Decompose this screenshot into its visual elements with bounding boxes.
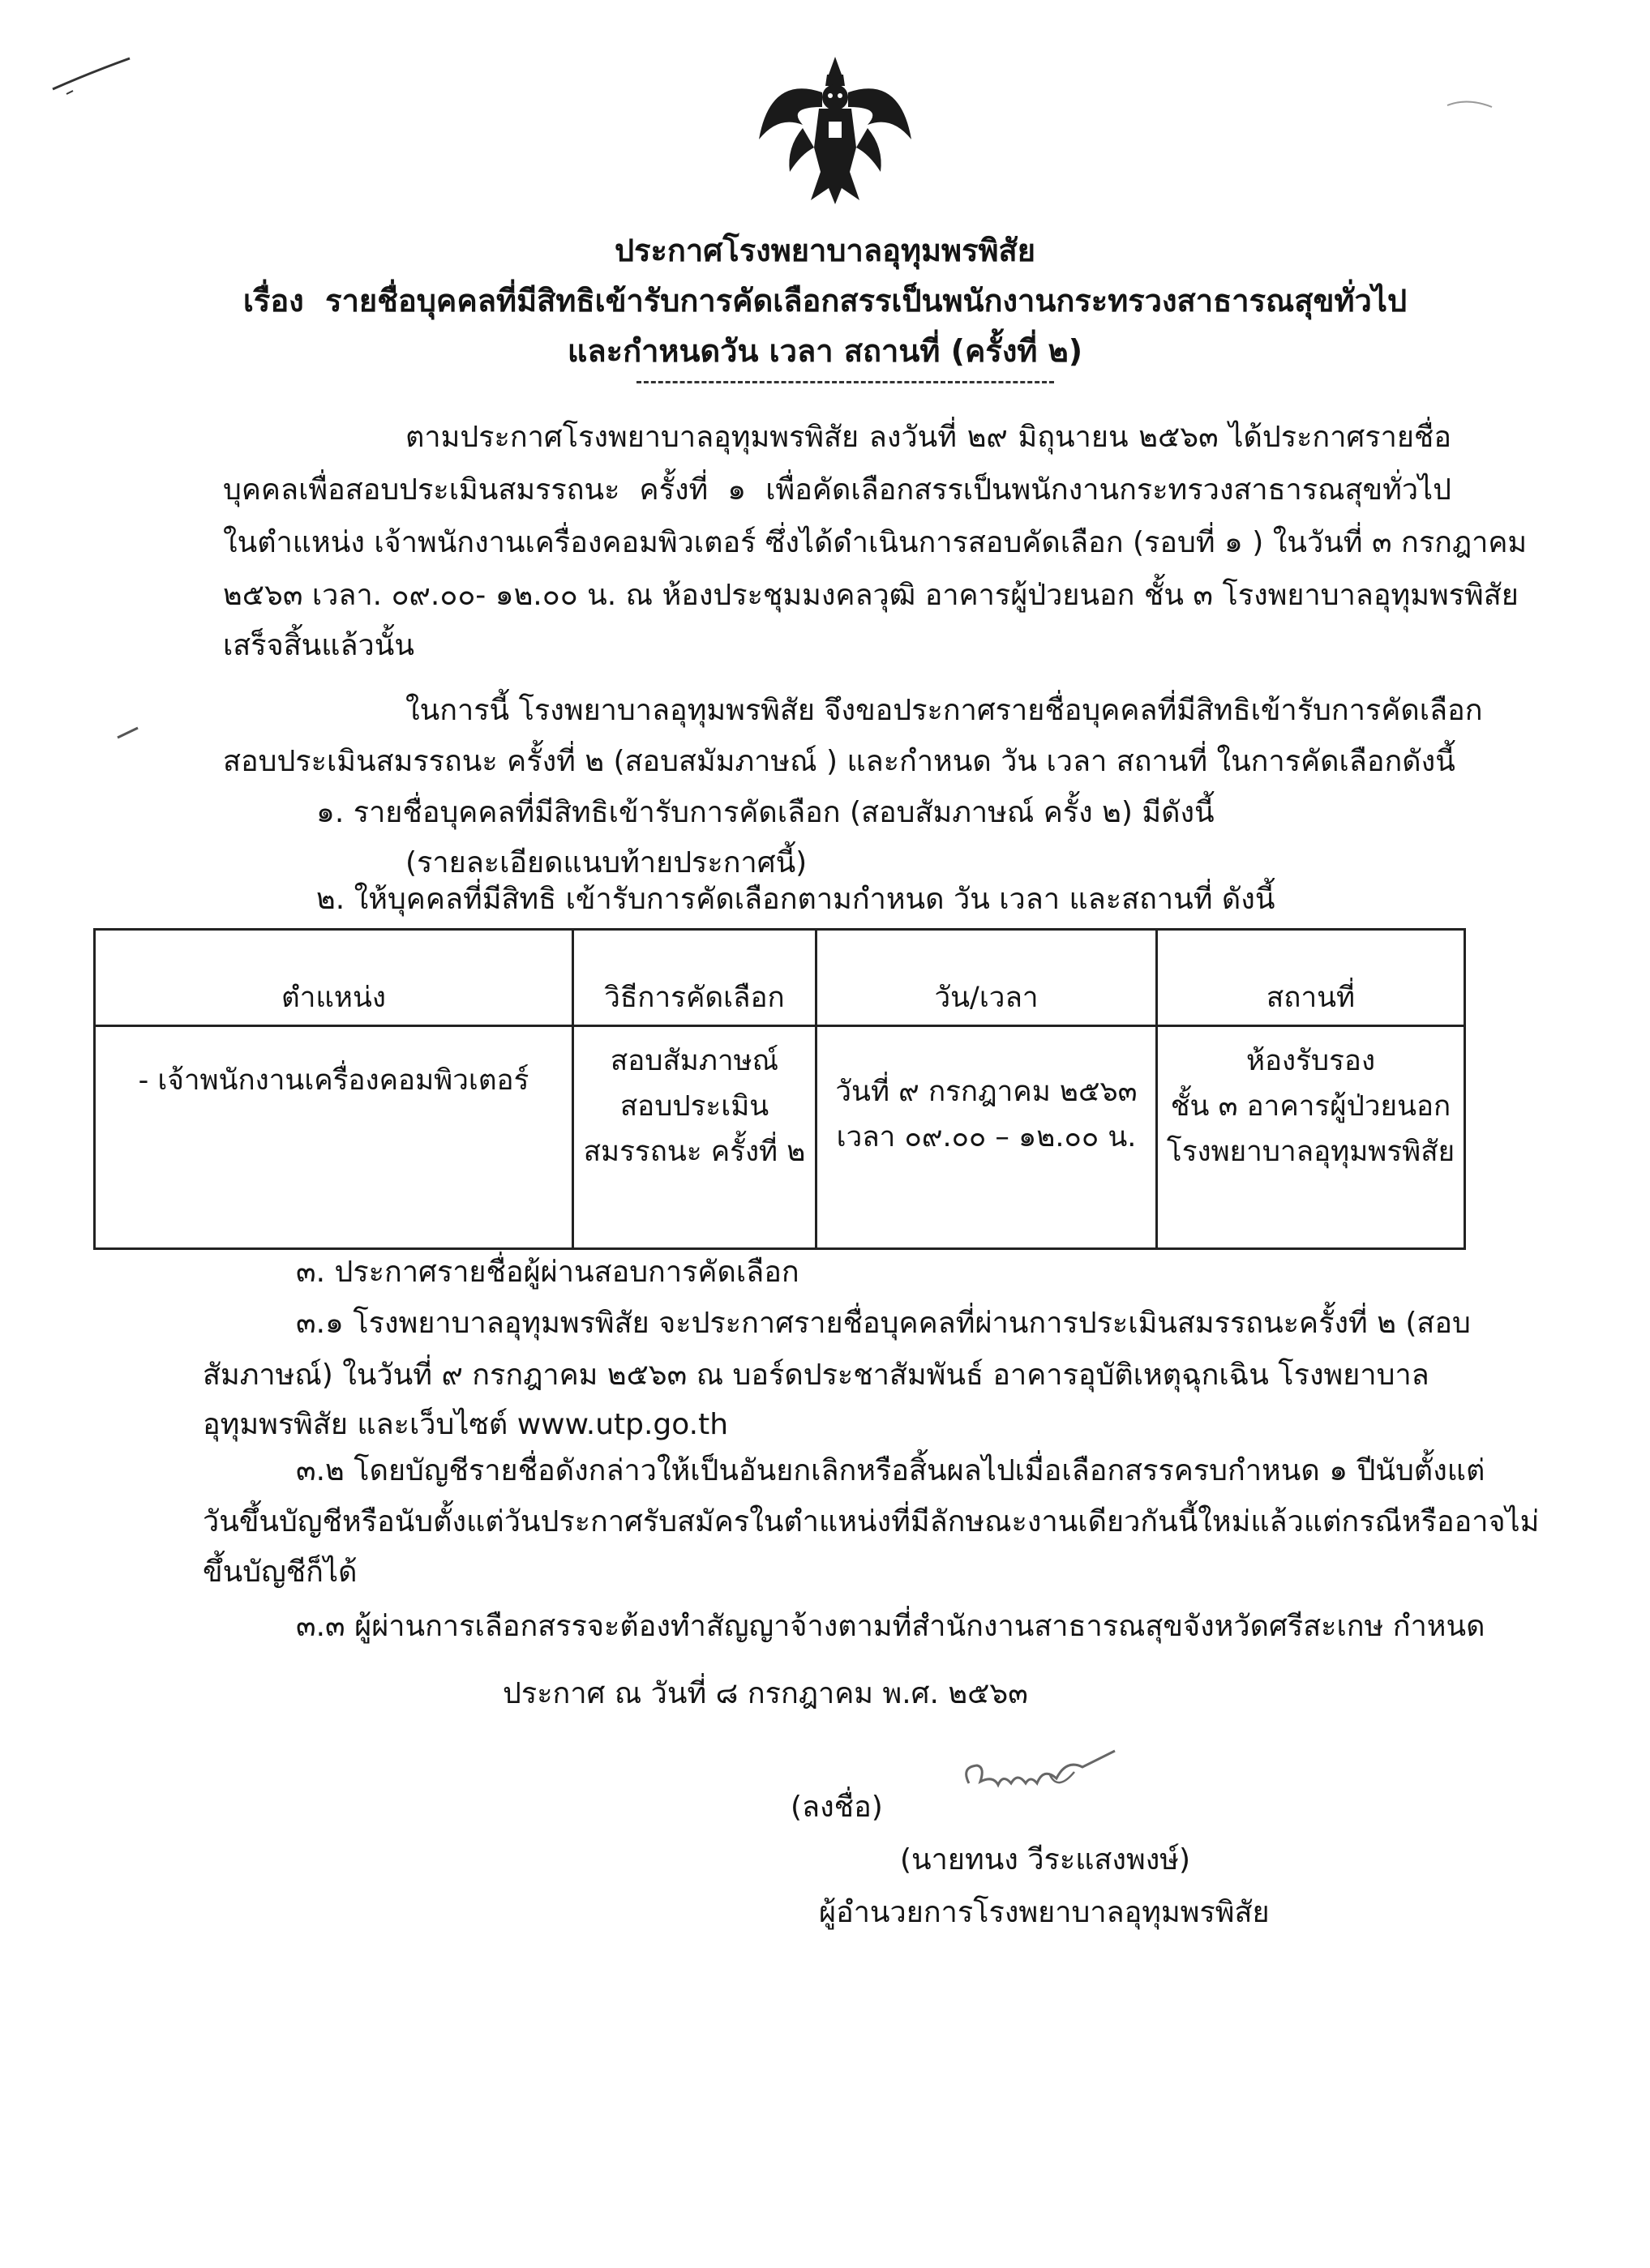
item-2: ๒. ให้บุคคลที่มีสิทธิ เข้ารับการคัดเลือกตามกำหนด วัน เวลา และสถานที่ ดังนี้ <box>316 883 1275 916</box>
announcement-subject <box>0 276 1650 325</box>
section-3-3: ๓.๓ ผู้ผ่านการเลือกสรรจะต้องทำสัญญาจ้างตามที่สำนักงานสาธารณสุขจังหวัดศรีสะเกษ กำหนด <box>296 1610 1485 1643</box>
place-line: ห้องรับรอง <box>1245 1045 1376 1077</box>
method-line: สอบสัมภาษณ์ <box>610 1045 779 1077</box>
signer-name: (นายทนง วีระแสงพงษ์) <box>900 1843 1191 1876</box>
cell-datetime <box>816 1026 1157 1249</box>
cell-position <box>95 1026 573 1249</box>
cell-method <box>573 1026 816 1249</box>
signature <box>953 1743 1139 1808</box>
section-3-title: ๓. ประกาศรายชื่อผู้ผ่านสอบการคัดเลือก <box>296 1256 799 1289</box>
intro-line: ๒๕๖๓ เวลา. ๐๙.๐๐- ๑๒.๐๐ น. ณ ห้องประชุมมงคลวุฒิ อาคารผู้ป่วยนอก ชั้น ๓ โรงพยาบาลอุทุมพรพิสัย <box>223 579 1519 612</box>
header-divider <box>636 381 1054 383</box>
item-1: ๑. รายชื่อบุคคลที่มีสิทธิเข้ารับการคัดเลือก (สอบสัมภาษณ์ ครั้ง ๒) มีดังนี้ <box>316 796 1215 829</box>
section-3-1-line: สัมภาษณ์) ในวันที่ ๙ กรกฎาคม ๒๕๖๓ ณ บอร์ดประชาสัมพันธ์ อาคารอุบัติเหตุฉุกเฉิน โรงพยาบาล <box>203 1359 1429 1392</box>
garuda-emblem <box>754 50 916 208</box>
place-line: โรงพยาบาลอุทุมพรพิสัย <box>1166 1136 1455 1168</box>
place-line: ชั้น ๓ อาคารผู้ป่วยนอก <box>1170 1090 1451 1123</box>
subject-text: รายชื่อบุคคลที่มีสิทธิเข้ารับการคัดเลือกสรรเป็นพนักงานกระทรวงสาธารณสุขทั่วไป <box>325 283 1408 319</box>
item-1-note: (รายละเอียดแนบท้ายประกาศนี้) <box>405 846 808 879</box>
para2-line: ในการนี้ โรงพยาบาลอุทุมพรพิสัย จึงขอประกาศรายชื่อบุคคลที่มีสิทธิเข้ารับการคัดเลือก <box>405 694 1483 727</box>
announcement-subject-line2: และกำหนดวัน เวลา สถานที่ (ครั้งที่ ๒) <box>567 333 1083 369</box>
cell-place <box>1157 1026 1465 1249</box>
position-text: - เจ้าพนักงานเครื่องคอมพิวเตอร์ <box>138 1064 529 1097</box>
scan-speck <box>114 721 146 746</box>
section-3-2-line: ขึ้นบัญชีก็ได้ <box>203 1556 358 1589</box>
intro-line: ในตำแหน่ง เจ้าพนักงานเครื่องคอมพิวเตอร์ ซึ่งได้ดำเนินการสอบคัดเลือก (รอบที่ ๑ ) ในวันที่ ๓ กรกฎาคม <box>223 526 1528 559</box>
header-method: วิธีการคัดเลือก <box>573 930 816 1026</box>
header-datetime: วัน/เวลา <box>816 930 1157 1026</box>
table-row <box>95 1026 1465 1249</box>
intro-line: เสร็จสิ้นแล้วนั้น <box>223 629 414 662</box>
datetime-line: วันที่ ๙ กรกฎาคม ๒๕๖๓ <box>835 1076 1138 1108</box>
section-3-1-line: ๓.๑ โรงพยาบาลอุทุมพรพิสัย จะประกาศรายชื่อบุคคลที่ผ่านการประเมินสมรรถนะครั้งที่ ๒ (สอบ <box>296 1307 1471 1340</box>
sign-label: (ลงชื่อ) <box>791 1791 883 1824</box>
signer-title: ผู้อำนวยการโรงพยาบาลอุทุมพรพิสัย <box>819 1896 1270 1929</box>
method-line: สมรรถนะ ครั้งที่ ๒ <box>583 1136 806 1168</box>
header-position: ตำแหน่ง <box>95 930 573 1026</box>
subject-prefix: เรื่อง <box>242 283 304 319</box>
section-3-2-line: วันขึ้นบัญชีหรือนับตั้งแต่วันประกาศรับสมัครในตำแหน่งที่มีลักษณะงานเดียวกันนี้ใหม่แล้วแต่กรณีหรืออาจไม่ <box>203 1505 1540 1538</box>
section-3-2-line: ๓.๒ โดยบัญชีรายชื่อดังกล่าวให้เป็นอันยกเลิกหรือสิ้นผลไปเมื่อเลือกสรรครบกำหนด ๑ ปีนับตั้งแต่ <box>296 1454 1485 1487</box>
section-3-1-line: อุทุมพรพิสัย และเว็บไซต์ www.utp.go.th <box>203 1408 729 1441</box>
scan-mark-topleft <box>49 49 138 97</box>
announcement-title: ประกาศโรงพยาบาลอุทุมพรพิสัย <box>614 233 1036 268</box>
intro-line: ตามประกาศโรงพยาบาลอุทุมพรพิสัย ลงวันที่ ๒๙ มิถุนายน ๒๕๖๓ ได้ประกาศรายชื่อ <box>405 421 1451 454</box>
datetime-line: เวลา ๐๙.๐๐ – ๑๒.๐๐ น. <box>836 1121 1137 1153</box>
para2-line: สอบประเมินสมรรถนะ ครั้งที่ ๒ (สอบสมัมภาษณ์ ) และกำหนด วัน เวลา สถานที่ ในการคัดเลือกดังนี้ <box>223 745 1455 778</box>
announced-date: ประกาศ ณ วันที่ ๘ กรกฎาคม พ.ศ. ๒๕๖๓ <box>503 1677 1028 1710</box>
method-line: สอบประเมิน <box>619 1090 769 1123</box>
header-place: สถานที่ <box>1157 930 1465 1026</box>
intro-line: บุคคลเพื่อสอบประเมินสมรรถนะ ครั้งที่ ๑ เพื่อคัดเลือกสรรเป็นพนักงานกระทรวงสาธารณสุขทั่วไป <box>223 473 1451 507</box>
scan-speck <box>1443 89 1524 122</box>
schedule-table <box>93 928 1466 1250</box>
table-header-row <box>95 930 1465 1026</box>
